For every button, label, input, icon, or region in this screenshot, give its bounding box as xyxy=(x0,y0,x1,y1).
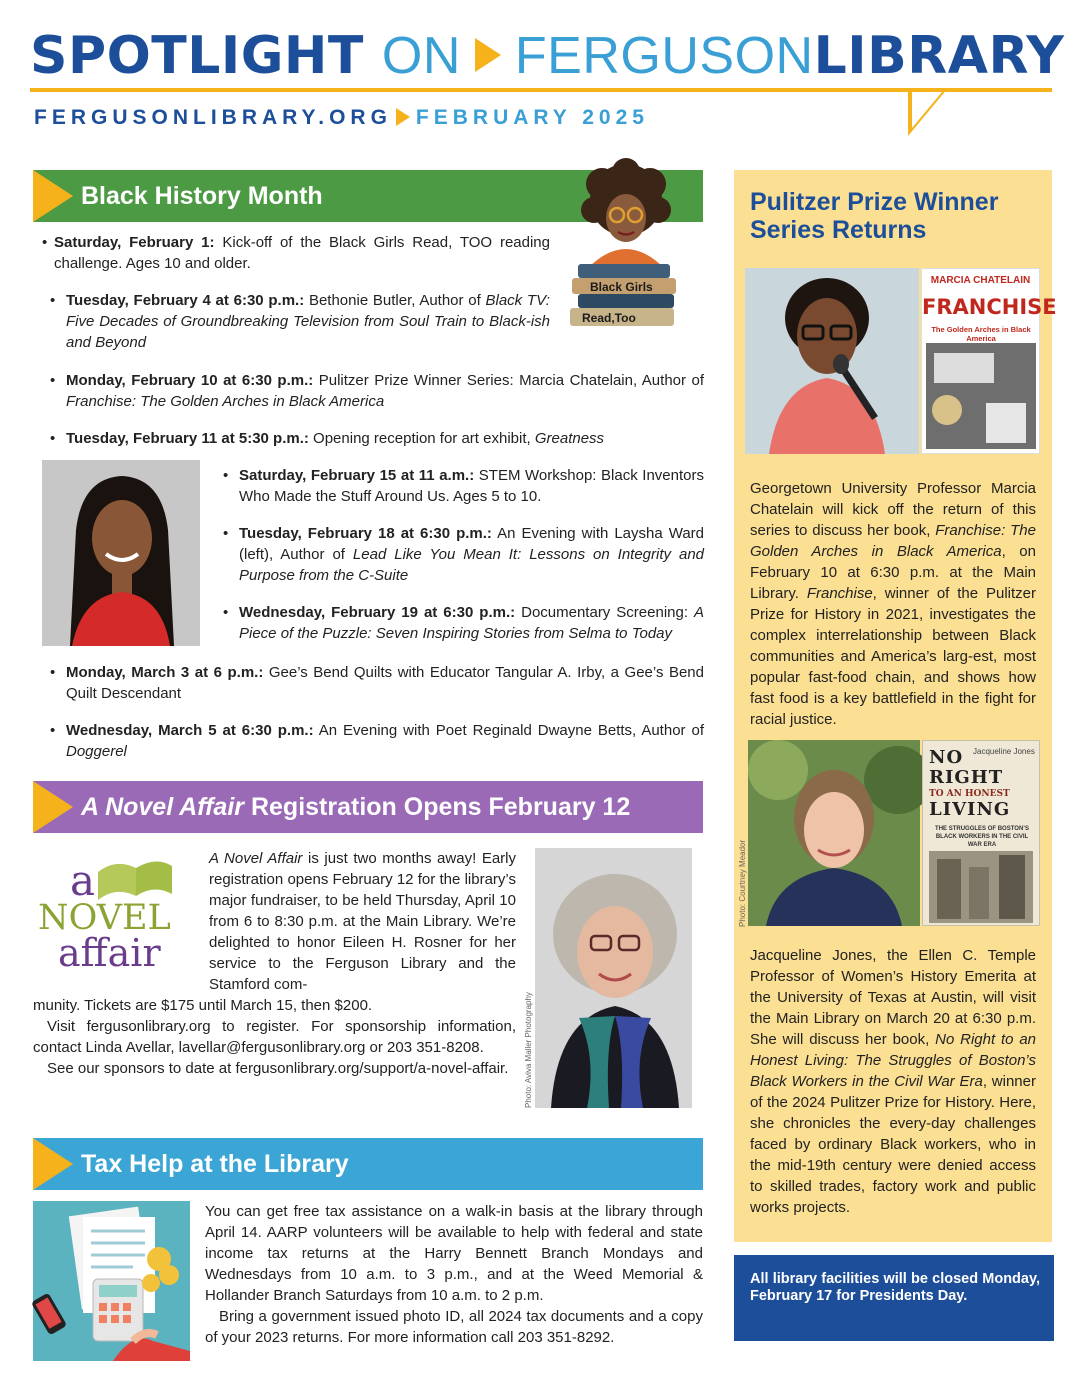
website-link[interactable]: FERGUSONLIBRARY.ORG xyxy=(34,106,392,129)
marcia-chatelain-photo xyxy=(745,268,919,454)
event-item: • Wednesday, March 5 at 6:30 p.m.: An Evening with Poet Reginald Dwayne Betts, Author of Doggerel xyxy=(42,720,704,762)
tax-forms-illustration xyxy=(33,1201,190,1361)
chatelain-description: Georgetown University Professor Marcia Chatelain will kick off the return of this series to discuss her book, Franchise: The Golden Arches in Black America, on February 10 at 6:30 p.m. at the Main Library. Franchise, winner of the Pulitzer Prize for History in 2021, investigates the complex interrelationship between Black communities and America’s larg-est, most popular fast-food chain, and shows how fast food is a key battlefield in the fight for racial justice. xyxy=(750,480,1037,728)
jacqueline-jones-photo xyxy=(748,740,920,926)
issue-date: FEBRUARY 2025 xyxy=(415,106,649,129)
book-title-line: NO xyxy=(929,747,964,768)
arrow-right-icon xyxy=(396,108,410,126)
arrow-right-icon xyxy=(33,781,73,833)
title-spotlight: SPOTLIGHT xyxy=(30,26,364,86)
photo-credit: Photo: Courtney Meador xyxy=(738,839,747,927)
book-author: MARCIA CHATELAIN xyxy=(930,275,1031,286)
sidebar-title: Pulitzer Prize Winner Series Returns xyxy=(750,188,999,244)
masthead xyxy=(30,20,1065,145)
book-cover-image xyxy=(929,851,1033,923)
book-title-line: TO AN HONEST xyxy=(929,789,1010,799)
book-author: Jacqueline Jones xyxy=(973,747,1035,756)
newsletter-title xyxy=(30,26,1064,86)
section-heading: Tax Help at the Library xyxy=(81,1150,349,1178)
illustration-caption: Read,Too xyxy=(582,311,636,325)
title-on: ON xyxy=(381,27,461,85)
event-item: • Monday, February 10 at 6:30 p.m.: Pulitzer Prize Winner Series: Marcia Chatelain, Author of Franchise: The Golden Arches in Black America xyxy=(42,370,704,412)
event-item: • Saturday, February 15 at 11 a.m.: STEM Workshop: Black Inventors Who Made the Stuff Around Us. Ages 5 to 10. xyxy=(215,465,704,507)
photo-credit: Photo: Aviva Maller Photography xyxy=(524,992,533,1108)
tax-help-body: You can get free tax assistance on a walk-in basis at the library through April 14. AARP volunteers will be available to help with federal and state income tax returns at the Harry Bennett Branch Mondays and Wednesdays from 10 a.m. to 3 p.m., and at the Weed Memorial & Hollander Branch Saturdays from 10 a.m. to 2 p.m. Bring a government issued photo ID, all 2024 tax documents and a copy of your 2023 returns. For more information call 203 351-8292. xyxy=(205,1203,703,1346)
tax-help-banner xyxy=(33,1138,703,1190)
no-right-book-cover xyxy=(922,740,1040,926)
event-item: • Wednesday, February 19 at 6:30 p.m.: Documentary Screening: A Piece of the Puzzle: Seven Inspiring Stories from Selma to Today xyxy=(215,602,704,644)
logo-word-novel: NOVEL xyxy=(38,898,171,938)
franchise-book-cover xyxy=(921,268,1057,454)
event-list xyxy=(215,465,704,660)
jones-description: Jacqueline Jones, the Ellen C. Temple Professor of Women’s History Emerita at the University of Texas at Austin, will visit the Main Library on March 20 at 6:30 p.m. She will discuss her book, No Right to an Honest Living: The Struggles of Boston’s Black Workers in the Civil War Era, winner of the 2024 Pulitzer Prize for History. Here, she chronicles the every-day challenges faced by ordinary Black workers, who in the mid-19th century were denied access to skilled trades, factory work and public works projects. xyxy=(750,947,1037,1216)
book-title-line: LIVING xyxy=(929,799,1011,820)
book-subtitle: THE STRUGGLES OF BOSTON’S BLACK WORKERS IN THE CIVIL WAR ERA xyxy=(935,826,1029,848)
event-list xyxy=(42,370,704,465)
title-library: LIBRARY xyxy=(813,26,1065,86)
book-title-line: RIGHT xyxy=(929,767,1004,788)
event-list xyxy=(42,232,550,369)
logo-word-a: a xyxy=(70,856,96,905)
book-title: FRANCHISE xyxy=(922,295,1057,319)
arrow-right-icon xyxy=(475,38,501,72)
arrow-right-icon xyxy=(33,170,73,222)
masthead-rule xyxy=(30,88,1052,92)
title-ferguson: FERGUSON xyxy=(514,27,814,85)
event-item: • Tuesday, February 18 at 6:30 p.m.: An Evening with Laysha Ward (left), Author of Lead Like You Mean It: Lessons on Integrity and Purpose from the C-Suite xyxy=(215,523,704,586)
masthead-subline xyxy=(34,106,649,130)
event-item: • Saturday, February 1: Kick-off of the Black Girls Read, TOO reading challenge. Ages 10 and older. xyxy=(42,232,550,274)
event-list xyxy=(42,662,704,778)
illustration-caption: Black Girls xyxy=(590,280,653,294)
book-cover-image xyxy=(926,343,1036,449)
laysha-ward-photo xyxy=(42,460,200,646)
pulitzer-sidebar xyxy=(734,170,1057,1242)
closure-notice: All library facilities will be closed Monday, February 17 for Presidents Day. xyxy=(734,1255,1054,1341)
arrow-right-icon xyxy=(33,1138,73,1190)
novel-affair-logo xyxy=(36,852,194,978)
event-item: • Monday, March 3 at 6 p.m.: Gee’s Bend Quilts with Educator Tangular A. Irby, a Gee’s Bend Quilt Descendant xyxy=(42,662,704,704)
event-item: • Tuesday, February 4 at 6:30 p.m.: Bethonie Butler, Author of Black TV: Five Decades of Groundbreaking Television from Soul Train to Black-ish and Beyond xyxy=(42,290,550,353)
section-heading: Black History Month xyxy=(81,182,323,210)
novel-affair-banner xyxy=(33,781,703,833)
novel-affair-body: A Novel Affair is just two months away! Early registration opens February 12 for the library’s major fundraiser, to be held Thursday, April 10 from 6 to 8:30 p.m. at the Main Library. We’re delighted to honor Eileen H. Rosner for her service to the Ferguson Library and the Stamford com- munity. Tickets are $175 until March 15, then $200. Visit fergusonlibrary.org to register. For sponsorship information, contact Linda Avellar, lavellar@fergusonlibrary.org or 203 351-8208. See our sponsors to date at fergusonlibrary.org/support/a-novel-affair. xyxy=(33,850,516,1077)
section-heading: Registration Opens February 12 xyxy=(244,793,631,821)
book-subtitle: The Golden Arches in Black America xyxy=(931,325,1031,343)
event-item: • Tuesday, February 11 at 5:30 p.m.: Opening reception for art exhibit, Greatness xyxy=(42,428,704,449)
section-heading-italic: A Novel Affair xyxy=(81,793,245,821)
eileen-rosner-photo xyxy=(535,848,692,1108)
logo-word-affair: affair xyxy=(58,931,161,975)
black-girls-read-too-illustration xyxy=(560,160,695,335)
